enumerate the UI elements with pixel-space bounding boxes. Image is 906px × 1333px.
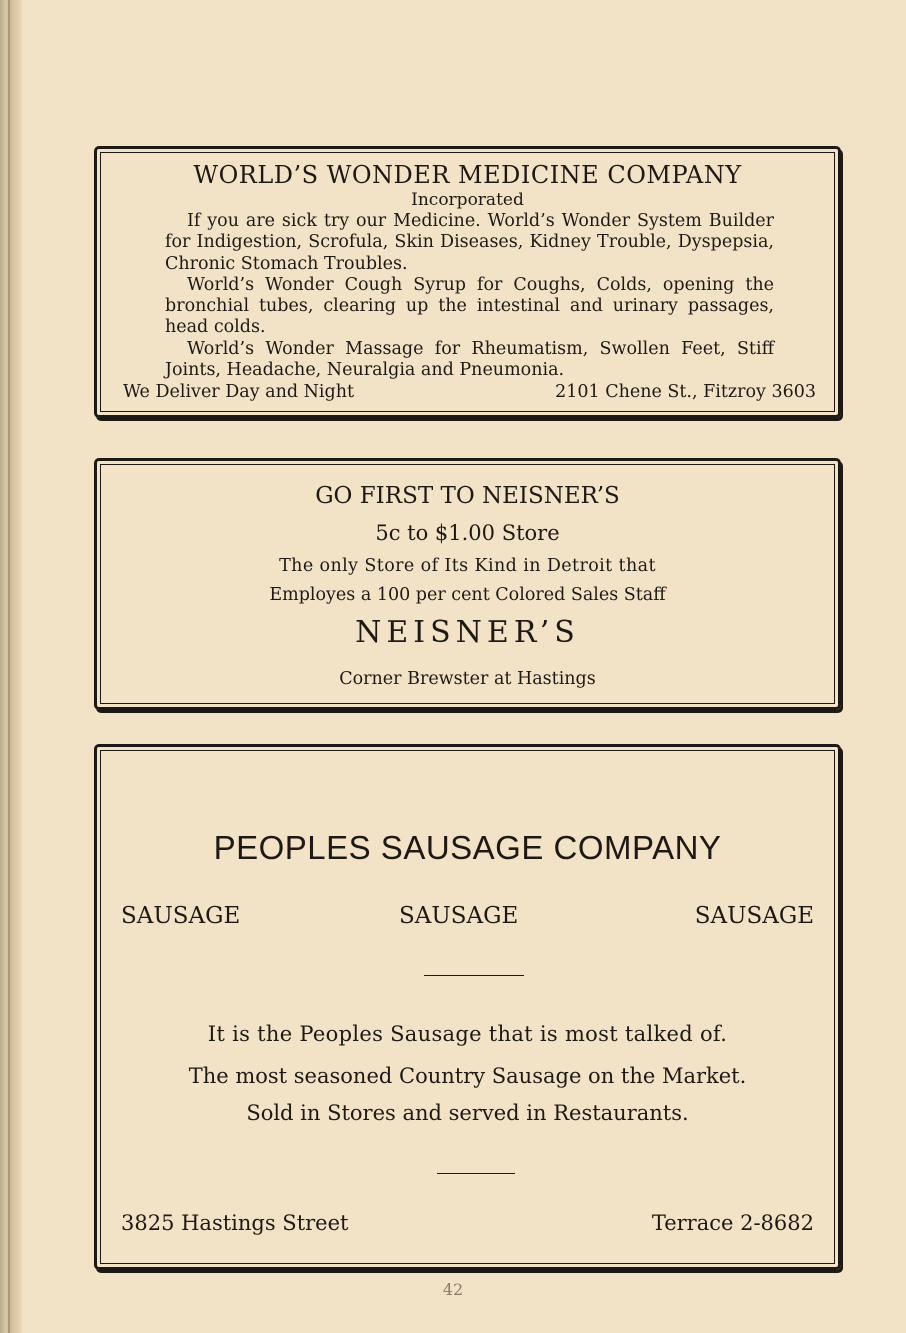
sausage-word: SAUSAGE (399, 903, 519, 929)
phone-number: Terrace 2-8682 (651, 1211, 814, 1235)
street-address: 3825 Hastings Street (121, 1211, 349, 1235)
delivery-note: We Deliver Day and Night (123, 382, 355, 402)
ad-title: WORLD’S WONDER MEDICINE COMPANY (193, 161, 742, 189)
ad-headline: GO FIRST TO NEISNER’S (315, 483, 620, 509)
ad-paragraph: World’s Wonder Cough Syrup for Coughs, Colds, opening the bronchial tubes, clearing up the intestinal and urinary passages, head colds. (165, 274, 774, 338)
ad-price-range: 5c to $1.00 Store (375, 521, 560, 545)
ad-text-line: Sold in Stores and served in Restaurants. (246, 1101, 689, 1125)
ad-description-line: The only Store of Its Kind in Detroit that (279, 556, 656, 576)
page-binding-edge (0, 0, 22, 1333)
page-number: 42 (442, 1280, 464, 1299)
divider-rule (424, 975, 524, 976)
store-name: NEISNER’S (355, 615, 580, 650)
ad-subtitle: Incorporated (411, 190, 524, 210)
sausage-word: SAUSAGE (694, 903, 814, 929)
ad-text-line: The most seasoned Country Sausage on the Market. (188, 1064, 747, 1088)
store-address: Corner Brewster at Hastings (339, 669, 596, 689)
ad-title: PEOPLES SAUSAGE COMPANY (213, 829, 722, 866)
sausage-word: SAUSAGE (121, 903, 241, 929)
ad-text-line: It is the Peoples Sausage that is most talked of. (207, 1022, 728, 1046)
ad-body (165, 211, 774, 381)
neisners-store-ad (94, 458, 841, 710)
ad-paragraph: If you are sick try our Medicine. World’s Wonder System Builder for Indigestion, Scrofula, Skin Diseases, Kidney Trouble, Dyspepsia, Chronic Stomach Troubles. (165, 211, 774, 274)
ad-description-line: Employes a 100 per cent Colored Sales Staff (269, 585, 666, 605)
worlds-wonder-medicine-ad (94, 146, 841, 418)
address-phone: 2101 Chene St., Fitzroy 3603 (555, 382, 816, 402)
ad-paragraph: World’s Wonder Massage for Rheumatism, Swollen Feet, Stiff Joints, Headache, Neuralgia and Pneumonia. (165, 338, 774, 381)
divider-rule (437, 1173, 515, 1174)
peoples-sausage-ad (94, 744, 841, 1270)
